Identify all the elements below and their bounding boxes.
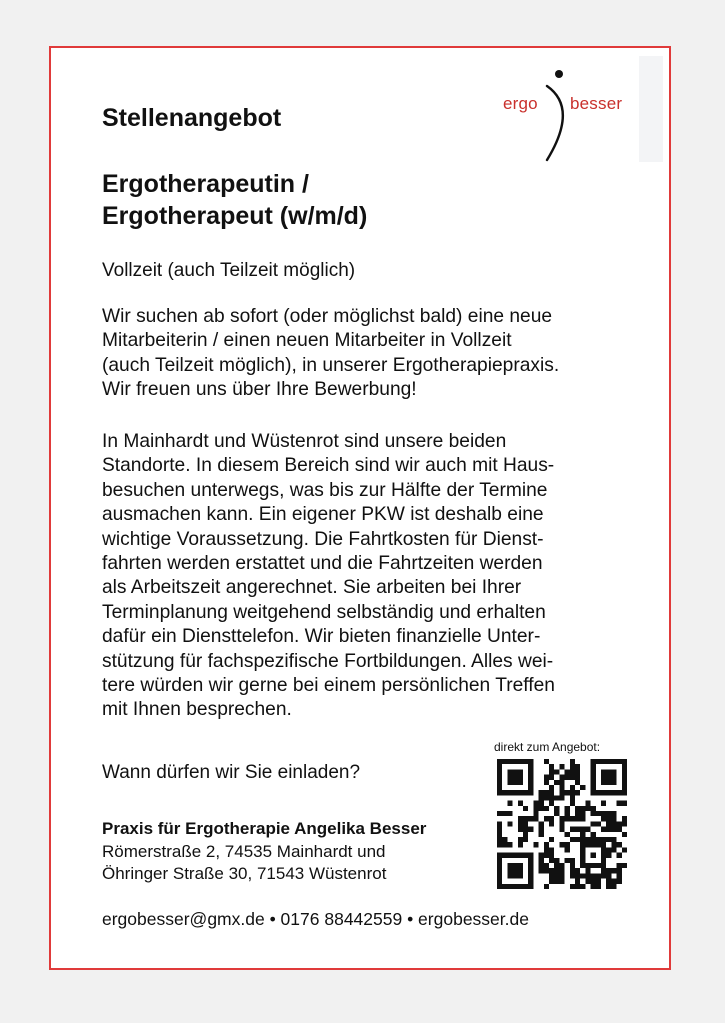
details-line: Standorte. In diesem Bereich sind wir auch mit Haus- (102, 455, 555, 477)
contact-line[interactable]: ergobesser@gmx.de • 0176 88442559 • ergobesser.de (102, 909, 529, 929)
job-flyer (49, 46, 671, 970)
page-heading: Stellenangebot (102, 104, 282, 132)
invitation-text: Wann dürfen wir Sie einladen? (102, 762, 361, 783)
employment-type: Vollzeit (auch Teilzeit möglich) (102, 260, 356, 281)
intro-paragraph (102, 305, 642, 403)
address-line-1: Römerstraße 2, 74535 Mainhardt und (102, 841, 386, 861)
logo-word-left: ergo (503, 94, 538, 113)
logo-word-right: besser (570, 94, 623, 113)
ergobesser-logo (503, 66, 643, 166)
address-line-2: Öhringer Straße 30, 71543 Wüstenrot (102, 864, 387, 883)
logo-figure-mark (541, 66, 571, 166)
details-line: tere würden wir gerne bei einem persönlichen Treffen (102, 675, 555, 697)
qr-code-label: direkt zum Angebot: (494, 740, 601, 754)
job-title (102, 168, 367, 232)
qr-code[interactable] (497, 759, 627, 889)
details-line: als Arbeitszeit angerechnet. Sie arbeiten bei Ihrer (102, 577, 522, 599)
intro-line: (auch Teilzeit möglich), in unserer Ergotherapiepraxis. (102, 354, 560, 376)
details-paragraph (102, 430, 642, 723)
details-line: fahrten werden erstattet und die Fahrtzeiten werden (102, 553, 543, 575)
intro-line: Mitarbeiterin / einen neuen Mitarbeiter in Vollzeit (102, 330, 512, 352)
details-line: Terminplanung weitgehend selbständig und erhalten (102, 601, 546, 623)
details-line: besuchen unterwegs, was bis zur Hälfte der Termine (102, 479, 548, 501)
job-title-line-2: Ergotherapeut (w/m/d) (102, 202, 368, 230)
details-line: dafür ein Diensttelefon. Wir bieten finanzielle Unter- (102, 626, 541, 648)
intro-line: Wir freuen uns über Ihre Bewerbung! (102, 379, 417, 401)
practice-name: Praxis für Ergotherapie Angelika Besser (102, 819, 427, 838)
intro-line: Wir suchen ab sofort (oder möglichst bald) eine neue (102, 306, 553, 327)
details-line: wichtige Voraussetzung. Die Fahrtkosten für Dienst- (102, 528, 544, 550)
practice-address (102, 818, 426, 886)
job-title-line-1: Ergotherapeutin / (102, 170, 309, 198)
details-line: ausmachen kann. Ein eigener PKW ist deshalb eine (102, 504, 544, 526)
details-line: In Mainhardt und Wüstenrot sind unsere beiden (102, 431, 507, 452)
details-line: stützung für fachspezifische Fortbildungen. Alles wei- (102, 650, 554, 672)
details-line: mit Ihnen besprechen. (102, 699, 292, 721)
